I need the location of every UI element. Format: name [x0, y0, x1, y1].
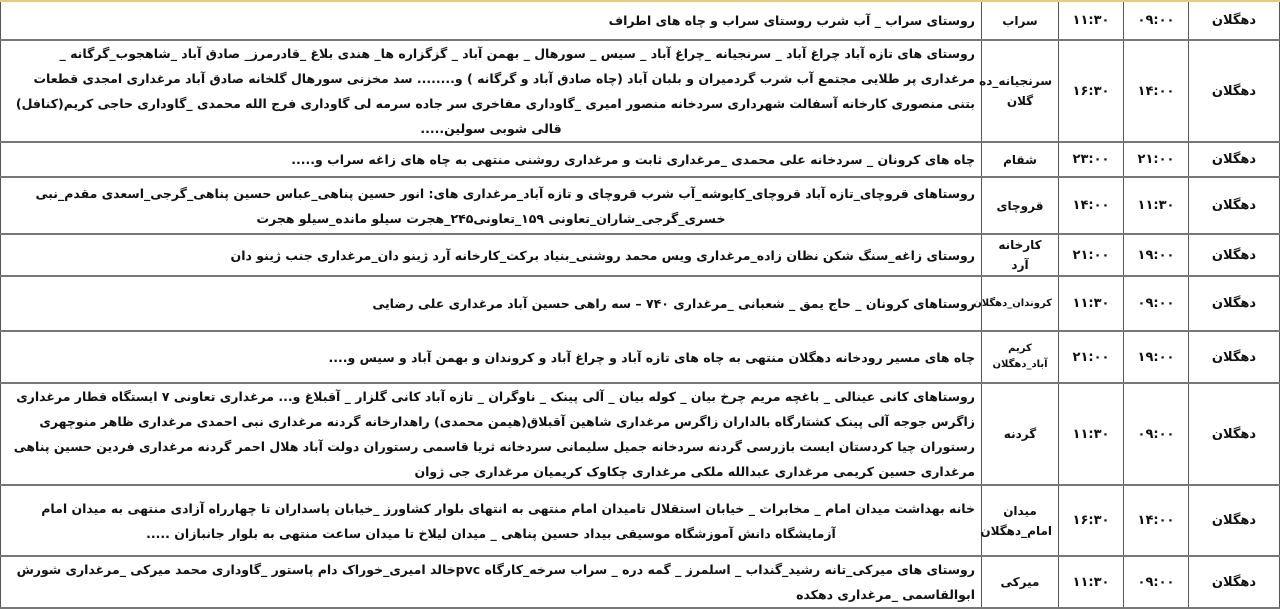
table-row [1, 331, 1280, 383]
table-row [1, 40, 1280, 142]
end-time-cell: ۱۱:۳۰ [1059, 1, 1124, 40]
affected-areas-cell: روستاهای کانی عینالی _ باغچه مریم چرخ بیان _ کوله بیان _ آلی پینک _ ناوگران _ تازه آباد کانی گلزار _ آقبلاغ و... مرغداری تعاونی ۷ ایستگاه قطار مرغداری زاگرس جوجه آلی پینک کشتارگاه بالداران زاگرس مرغداری شاهین آقبلاق(هیمن محمدی) راهدارخانه گردنه مرغداری نبی احمدی مرغداری ظاهر منوچهری رستوران چیا کردستان ایست بازرسی گردنه سردخانه جمیل سلیمانی سردخانه ثریا قاسمی رستوران دولت آباد هلال احمر گردنه مرغداری فردین حسین پناهی مرغداری حسین کریمی مرغداری عبدالله ملکی مرغداری چکاوک کریمیان مرغداری جی ژوان [1, 383, 982, 485]
start-time-cell: ۱۴:۰۰ [1124, 485, 1189, 556]
end-time-cell: ۲۱:۰۰ [1059, 234, 1124, 276]
affected-areas-cell: چاه های مسیر رودخانه دهگلان منتهی به چاه های تازه آباد و چراغ آباد و کروندان و بهمن آباد و سیس و.... [1, 331, 982, 383]
city-cell: دهگلان [1189, 177, 1280, 234]
city-cell: دهگلان [1189, 142, 1280, 177]
end-time-cell: ۱۴:۰۰ [1059, 177, 1124, 234]
table-row [1, 234, 1280, 276]
feeder-cell: کارخانه آرد [982, 234, 1059, 276]
table-row [1, 142, 1280, 177]
affected-areas-cell: روستای های میرکی_تانه رشید_گنداب _ اسلمرز _ گمه دره _ سراب سرخه_کارگاه pvcخالد امیری_خوراک دام پاستور _گاوداری محمد میرکی _مرغداری شورش ابوالقاسمی _مرغداری دهکده [1, 556, 982, 608]
city-cell: دهگلان [1189, 556, 1280, 608]
end-time-cell: ۱۱:۳۰ [1059, 276, 1124, 331]
start-time-cell: ۰۹:۰۰ [1124, 556, 1189, 608]
affected-areas-cell: روستای های تازه آباد چراغ آباد _ سرنجیانه _چراغ آباد _ سیس _ سورهال _ بهمن آباد _ گزگزاره ها_ هندی بلاغ _قادرمرز_ صادق آباد _شاهجوب_گرگانه _ مرغداری پر طلایی مجتمع آب شرب گردمیران و بلبان آباد (چاه صادق آباد و گرگانه ) و........ سد مخزنی سورهال گلخانه صادق آباد مرغداری امجدی قطعات بتنی منصوری کارخانه آسفالت شهرداری سردخانه منصور امیری _گاوداری مفاخری سر جاده سرمه لی گاوداری فرج الله محمدی _گاوداری حاجی کریم(کنافل) قالی شوبی سولین..... [1, 40, 982, 142]
feeder-cell: سراب [982, 1, 1059, 40]
feeder-cell: گردنه [982, 383, 1059, 485]
feeder-cell: کروندان_دهگلان [982, 276, 1059, 331]
table-row [1, 383, 1280, 485]
end-time-cell: ۱۱:۳۰ [1059, 383, 1124, 485]
table-row [1, 276, 1280, 331]
table-row [1, 177, 1280, 234]
affected-areas-cell: روستای زاغه_سنگ شکن نظان زاده_مرغداری ویس محمد روشنی_بنیاد برکت_کارخانه آرد ژینو دان_مرغداری جنب ژینو دان [1, 234, 982, 276]
feeder-cell: میدان امام_دهگلان [982, 485, 1059, 556]
start-time-cell: ۰۹:۰۰ [1124, 1, 1189, 40]
city-cell: دهگلان [1189, 383, 1280, 485]
affected-areas-cell: روستای سراب _ آب شرب روستای سراب و چاه های اطراف [1, 1, 982, 40]
affected-areas-cell: روستاهای کرونان _ حاج یمق _ شعبانی _مرغداری ۷۴۰ – سه راهی حسین آباد مرغداری علی رضایی [1, 276, 982, 331]
start-time-cell: ۰۹:۰۰ [1124, 276, 1189, 331]
city-cell: دهگلان [1189, 331, 1280, 383]
table-row [1, 1, 1280, 40]
start-time-cell: ۲۱:۰۰ [1124, 142, 1189, 177]
affected-areas-cell: روستاهای قروچای_تازه آباد قروچای_کایوشه_آب شرب قروچای و تازه آباد_مرغداری های: انور حسین پناهی_عباس حسین پناهی_گرجی_اسعدی مقدم_نبی خسری_گرجی_شاران_تعاونی ۱۵۹_تعاونی۲۴۵_هجرت سیلو مانده_سیلو هجرت [1, 177, 982, 234]
end-time-cell: ۲۳:۰۰ [1059, 142, 1124, 177]
end-time-cell: ۲۱:۰۰ [1059, 331, 1124, 383]
start-time-cell: ۱۹:۰۰ [1124, 234, 1189, 276]
city-cell: دهگلان [1189, 485, 1280, 556]
table-row [1, 556, 1280, 608]
city-cell: دهگلان [1189, 1, 1280, 40]
end-time-cell: ۱۶:۳۰ [1059, 40, 1124, 142]
feeder-cell: سرنجیانه_ده گلان [982, 40, 1059, 142]
start-time-cell: ۱۴:۰۰ [1124, 40, 1189, 142]
affected-areas-cell: چاه های کرونان _ سردخانه علی محمدی _مرغداری ثابت و مرغداری روشنی منتهی به چاه های زاغه سراب و..... [1, 142, 982, 177]
city-cell: دهگلان [1189, 234, 1280, 276]
affected-areas-cell: خانه بهداشت میدان امام _ مخابرات _ خیابان استقلال تامیدان امام منتهی به انتهای بلوار کشاورز _خیابان پاسداران تا چهارراه آزادی منتهی به میدان امام آزمایشگاه دانش آموزشگاه موسیقی بیداد حسین پناهی _ میدان لیلاخ تا میدان ساعت منتهی به بلوار جانبازان ..... [1, 485, 982, 556]
table-row [1, 485, 1280, 556]
end-time-cell: ۱۶:۳۰ [1059, 485, 1124, 556]
feeder-cell: کریم آباد_دهگلان [982, 331, 1059, 383]
feeder-cell: قروچای [982, 177, 1059, 234]
feeder-cell: شقام [982, 142, 1059, 177]
feeder-cell: میرکی [982, 556, 1059, 608]
city-cell: دهگلان [1189, 276, 1280, 331]
end-time-cell: ۱۱:۳۰ [1059, 556, 1124, 608]
start-time-cell: ۰۹:۰۰ [1124, 383, 1189, 485]
city-cell: دهگلان [1189, 40, 1280, 142]
start-time-cell: ۱۱:۳۰ [1124, 177, 1189, 234]
start-time-cell: ۱۹:۰۰ [1124, 331, 1189, 383]
